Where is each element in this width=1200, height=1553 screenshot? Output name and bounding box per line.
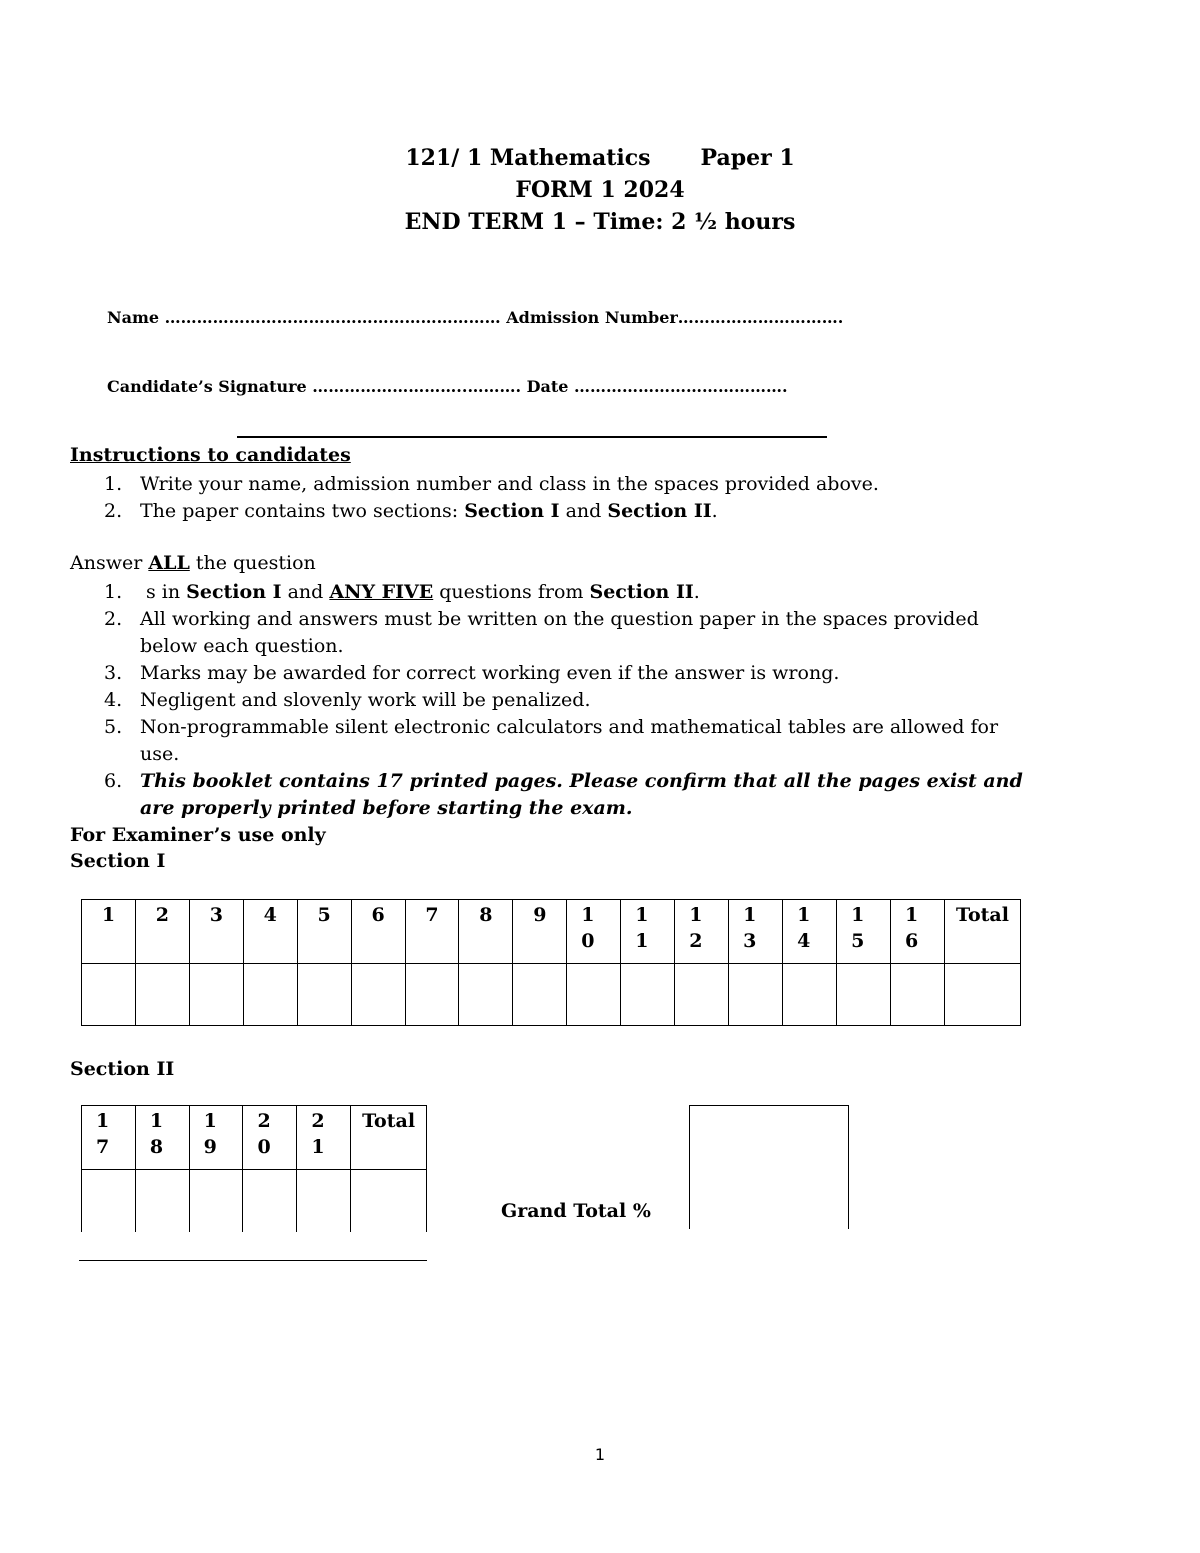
column-header: Total bbox=[944, 900, 1020, 964]
name-admission-field: Name ……………………………………………………… Admission Number…………………………. bbox=[107, 308, 844, 327]
list-item: 3. Marks may be awarded for correct working even if the answer is wrong. bbox=[104, 662, 840, 684]
examiner-heading: For Examiner’s use only bbox=[70, 824, 326, 846]
answer-list bbox=[70, 579, 1030, 822]
table-row bbox=[82, 964, 1021, 1026]
score-cell[interactable] bbox=[837, 964, 891, 1026]
list-item: 2. All working and answers must be written on the question paper in the spaces provided below each question. bbox=[104, 608, 979, 657]
score-cell[interactable] bbox=[783, 964, 837, 1026]
column-header: 1 1 bbox=[621, 900, 675, 964]
column-header: 5 bbox=[297, 900, 351, 964]
column-header: 1 7 bbox=[82, 1106, 136, 1170]
column-header: 4 bbox=[243, 900, 297, 964]
column-header: 3 bbox=[189, 900, 243, 964]
column-header: 8 bbox=[459, 900, 513, 964]
score-cell[interactable] bbox=[513, 964, 567, 1026]
instructions-heading: Instructions to candidates bbox=[70, 444, 351, 466]
list-item: 4. Negligent and slovenly work will be penalized. bbox=[104, 689, 591, 711]
grand-total-box[interactable] bbox=[689, 1105, 849, 1229]
list-item: 1. Write your name, admission number and class in the spaces provided above. bbox=[104, 473, 879, 495]
page-number: 1 bbox=[594, 1445, 606, 1464]
divider-line bbox=[237, 436, 827, 438]
signature-date-field: Candidate’s Signature ………………………..………. Date …………………………………. bbox=[107, 377, 788, 396]
column-header: 1 9 bbox=[189, 1106, 243, 1170]
score-cell[interactable] bbox=[189, 1170, 243, 1232]
answer-line: Answer ALL the question bbox=[70, 552, 316, 574]
column-header: 1 8 bbox=[135, 1106, 189, 1170]
list-item: 2. The paper contains two sections: Section I and Section II. bbox=[104, 500, 718, 522]
section1-marks-table bbox=[81, 899, 1021, 1026]
column-header: 9 bbox=[513, 900, 567, 964]
score-cell[interactable] bbox=[891, 964, 945, 1026]
grand-total-label: Grand Total % bbox=[501, 1200, 651, 1222]
column-header: 1 2 bbox=[675, 900, 729, 964]
section2-marks-table bbox=[81, 1105, 427, 1232]
score-cell[interactable] bbox=[567, 964, 621, 1026]
subject-title: 121/ 1 Mathematics bbox=[405, 145, 651, 171]
score-cell[interactable] bbox=[297, 964, 351, 1026]
term-title: END TERM 1 – Time: 2 ½ hours bbox=[404, 209, 796, 235]
column-header: 2 1 bbox=[297, 1106, 351, 1170]
list-item: 6. This booklet contains 17 printed pages. Please confirm that all the pages exist and are properly printed before starting the exam. bbox=[104, 770, 1023, 819]
table-header-row bbox=[82, 900, 1021, 964]
column-header: 6 bbox=[351, 900, 405, 964]
list-item: 5. Non-programmable silent electronic calculators and mathematical tables are allowed for use. bbox=[104, 716, 999, 765]
column-header: 1 bbox=[82, 900, 136, 964]
score-cell[interactable] bbox=[351, 964, 405, 1026]
table-header-row bbox=[82, 1106, 427, 1170]
score-cell[interactable] bbox=[729, 964, 783, 1026]
table-row bbox=[82, 1170, 427, 1232]
score-cell[interactable] bbox=[621, 964, 675, 1026]
score-cell[interactable] bbox=[675, 964, 729, 1026]
paper-number: Paper 1 bbox=[700, 145, 795, 171]
column-header: Total bbox=[351, 1106, 427, 1170]
score-cell[interactable] bbox=[135, 964, 189, 1026]
score-cell[interactable] bbox=[243, 964, 297, 1026]
section2-heading: Section II bbox=[70, 1058, 175, 1080]
score-cell[interactable] bbox=[135, 1170, 189, 1232]
column-header: 1 5 bbox=[837, 900, 891, 964]
instructions-list bbox=[70, 471, 1030, 525]
table-underline bbox=[79, 1260, 427, 1261]
score-cell[interactable] bbox=[82, 1170, 136, 1232]
score-cell[interactable] bbox=[297, 1170, 351, 1232]
score-cell[interactable] bbox=[944, 964, 1020, 1026]
score-cell[interactable] bbox=[243, 1170, 297, 1232]
score-cell[interactable] bbox=[351, 1170, 427, 1232]
section1-heading: Section I bbox=[70, 850, 166, 872]
paper-title bbox=[0, 145, 1200, 171]
list-item: 1. s in Section I and ANY FIVE questions from Section II. bbox=[104, 581, 700, 603]
column-header: 1 0 bbox=[567, 900, 621, 964]
column-header: 1 4 bbox=[783, 900, 837, 964]
column-header: 7 bbox=[405, 900, 459, 964]
column-header: 2 0 bbox=[243, 1106, 297, 1170]
form-title: FORM 1 2024 bbox=[515, 177, 685, 203]
score-cell[interactable] bbox=[405, 964, 459, 1026]
score-cell[interactable] bbox=[189, 964, 243, 1026]
score-cell[interactable] bbox=[459, 964, 513, 1026]
column-header: 1 3 bbox=[729, 900, 783, 964]
score-cell[interactable] bbox=[82, 964, 136, 1026]
column-header: 2 bbox=[135, 900, 189, 964]
column-header: 1 6 bbox=[891, 900, 945, 964]
